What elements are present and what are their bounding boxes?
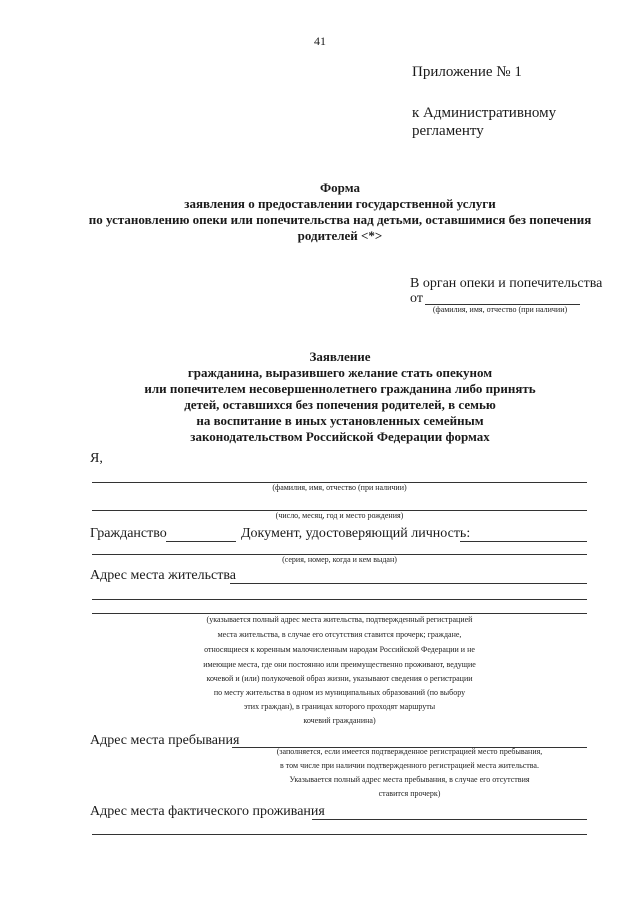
doc-hint: (серия, номер, когда и кем выдан) bbox=[282, 555, 397, 564]
name-hint: (фамилия, имя, отчество (при наличии) bbox=[272, 483, 407, 492]
residence-hint-3: относящиеся к коренным малочисленным народам Российской Федерации и не bbox=[204, 645, 475, 654]
form-heading-line-2: заявления о предоставлении государственной услуги bbox=[184, 196, 496, 211]
citizenship-label: Гражданство bbox=[90, 526, 167, 541]
residence-label: Адрес места жительства bbox=[90, 568, 236, 583]
form-heading-line-3: по установлению опеки или попечительства над детьми, оставшимися без попечения bbox=[88, 212, 592, 227]
stay-hint-4: ставится прочерк) bbox=[378, 789, 441, 798]
stay-hint-1: (заполняется, если имеется подтвержденное регистрацией место пребывания, bbox=[276, 747, 543, 756]
residence-hint-5: кочевой и (или) полукочевой образ жизни, указывают сведения о регистрации bbox=[206, 674, 473, 683]
statement-line-3: или попечителем несовершеннолетнего гражданина либо принять bbox=[144, 381, 536, 396]
residence-line-2 bbox=[92, 599, 587, 600]
addressee-line: В орган опеки и попечительства bbox=[410, 276, 603, 291]
form-heading-line-4: родителей <*> bbox=[297, 228, 383, 243]
residence-line-3 bbox=[92, 613, 587, 614]
actual-line-1 bbox=[312, 819, 587, 820]
page-number: 41 bbox=[314, 34, 326, 48]
statement-line-2: гражданина, выразившего желание стать опекуном bbox=[187, 365, 493, 380]
residence-line-1 bbox=[230, 583, 587, 584]
addressee-hint: (фамилия, имя, отчество (при наличии) bbox=[432, 305, 568, 314]
appendix-title: Приложение № 1 bbox=[412, 64, 522, 80]
form-heading-title: Форма bbox=[320, 180, 360, 195]
appendix-line-3: регламенту bbox=[412, 123, 484, 139]
actual-line-2 bbox=[92, 834, 587, 835]
stay-label: Адрес места пребывания bbox=[90, 733, 240, 748]
residence-hint-6: по месту жительства в одном из муниципальных образований (по выбору bbox=[213, 688, 466, 697]
statement-line-6: законодательством Российской Федерации формах bbox=[190, 429, 490, 444]
id-document-line bbox=[460, 541, 587, 542]
residence-hint-1: (указывается полный адрес места жительства, подтвержденный регистрацией bbox=[206, 615, 473, 624]
actual-label: Адрес места фактического проживания bbox=[90, 804, 325, 819]
statement-line-5: на воспитание в иных установленных семейным bbox=[196, 413, 484, 428]
citizenship-line bbox=[166, 541, 236, 542]
statement-line-4: детей, оставшихся без попечения родителей, в семью bbox=[184, 397, 496, 412]
birth-hint: (число, месяц, год и место рождения) bbox=[275, 511, 404, 520]
residence-hint-4: имеющие места, где они постоянно или преимущественно проживают, ведущие bbox=[203, 660, 476, 669]
stay-hint-2: в том числе при наличии подтвержденного регистрацией места жительства. bbox=[280, 761, 539, 770]
statement-title: Заявление bbox=[309, 349, 371, 364]
appendix-line-2: к Административному bbox=[412, 105, 557, 121]
stay-hint-3: Указывается полный адрес места пребывания, в случае его отсутствия bbox=[289, 775, 530, 784]
residence-hint-7: этих граждан), в границах которого проходят маршруты bbox=[243, 702, 436, 711]
id-document-label: Документ, удостоверяющий личность: bbox=[241, 526, 471, 541]
addressee-from-label: от bbox=[410, 291, 423, 306]
residence-hint-2: места жительства, в случае его отсутствия ставится прочерк; граждане, bbox=[217, 630, 462, 639]
residence-hint-8: кочевий гражданина) bbox=[303, 716, 376, 725]
i-label: Я, bbox=[90, 451, 103, 466]
